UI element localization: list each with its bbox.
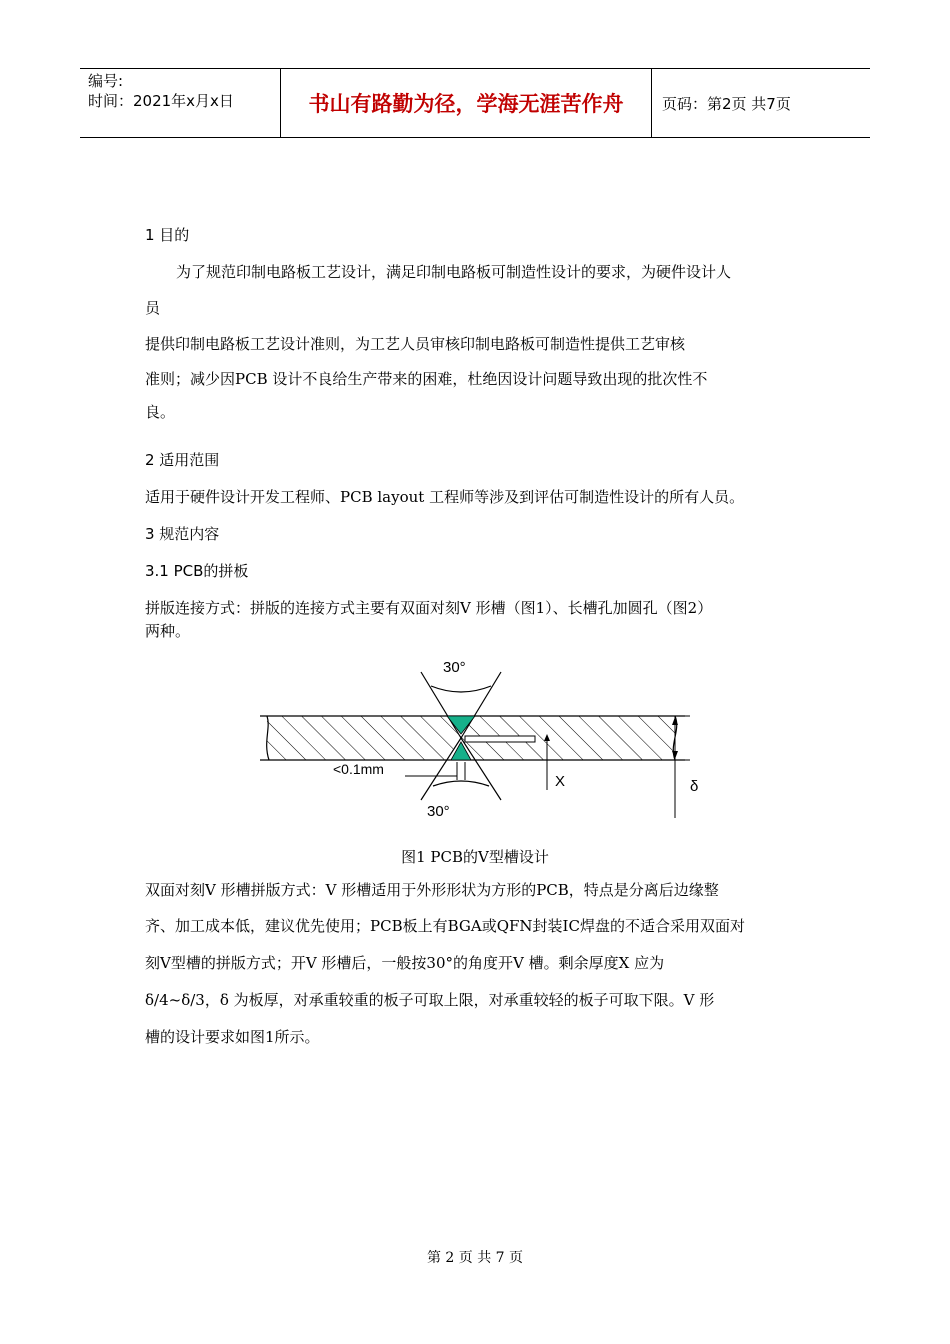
header-motto: 书山有路勤为径，学海无涯苦作舟 bbox=[308, 92, 624, 116]
doc-number: 编号: bbox=[88, 72, 124, 90]
angle-arc-top bbox=[431, 686, 491, 692]
paragraph: 齐、加工成本低，建议优先使用；PCB板上有BGA或QFN封装IC焊盘的不适合采用双面对 bbox=[145, 917, 745, 935]
paragraph: 双面对刻V 形槽拼版方式：V 形槽适用于外形形状为方形的PCB，特点是分离后边缘整 bbox=[145, 881, 719, 899]
delta-label: δ bbox=[690, 778, 699, 795]
paragraph: δ/4~δ/3，δ 为板厚，对承重较重的板子可取上限，对承重较轻的板子可取下限。V 形 bbox=[145, 991, 715, 1009]
angle-arc-bottom bbox=[433, 781, 489, 786]
angle-bottom-label: 30° bbox=[427, 803, 450, 820]
header-page-number: 页码：第2页 共7页 bbox=[662, 94, 791, 113]
paragraph: 准则；减少因PCB 设计不良给生产带来的困难，杜绝因设计问题导致出现的批次性不 bbox=[145, 370, 708, 388]
paragraph: 员 bbox=[145, 299, 161, 317]
v-groove-figure bbox=[255, 650, 705, 825]
paragraph: 适用于硬件设计开发工程师、PCB layout 工程师等涉及到评估可制造性设计的所有人员。 bbox=[145, 488, 745, 506]
angle-top-label: 30° bbox=[443, 659, 466, 676]
figure-caption: 图1 PCB的V型槽设计 bbox=[401, 848, 549, 866]
page-footer: 第 2 页 共 7 页 bbox=[426, 1250, 524, 1266]
doc-time: 时间：2021年x月x日 bbox=[88, 92, 234, 110]
section-1-title: 1 目的 bbox=[145, 226, 190, 244]
section-3-title: 3 规范内容 bbox=[145, 525, 220, 543]
section-3-1-title: 3.1 PCB的拼板 bbox=[145, 562, 249, 580]
header-left bbox=[80, 69, 280, 137]
paragraph: 为了规范印制电路板工艺设计，满足印制电路板可制造性设计的要求，为硬件设计人 bbox=[176, 263, 732, 281]
paragraph: 提供印制电路板工艺设计准则，为工艺人员审核印制电路板可制造性提供工艺审核 bbox=[145, 335, 686, 353]
section-2-title: 2 适用范围 bbox=[145, 451, 220, 469]
x-label: X bbox=[555, 773, 566, 790]
paragraph: 刻V型槽的拼版方式；开V 形槽后，一般按30°的角度开V 槽。剩余厚度X 应为 bbox=[145, 954, 665, 972]
paragraph: 拼版连接方式：拼版的连接方式主要有双面对刻V 形槽（图1）、长槽孔加圆孔（图2） bbox=[145, 599, 713, 617]
board-left-half bbox=[267, 716, 461, 760]
header-motto-cell bbox=[280, 69, 652, 137]
page-header bbox=[80, 68, 870, 138]
paragraph: 良。 bbox=[145, 403, 176, 421]
paragraph: 槽的设计要求如图1所示。 bbox=[145, 1028, 320, 1046]
paragraph: 两种。 bbox=[145, 622, 191, 640]
gap-label: <0.1mm bbox=[333, 761, 384, 777]
